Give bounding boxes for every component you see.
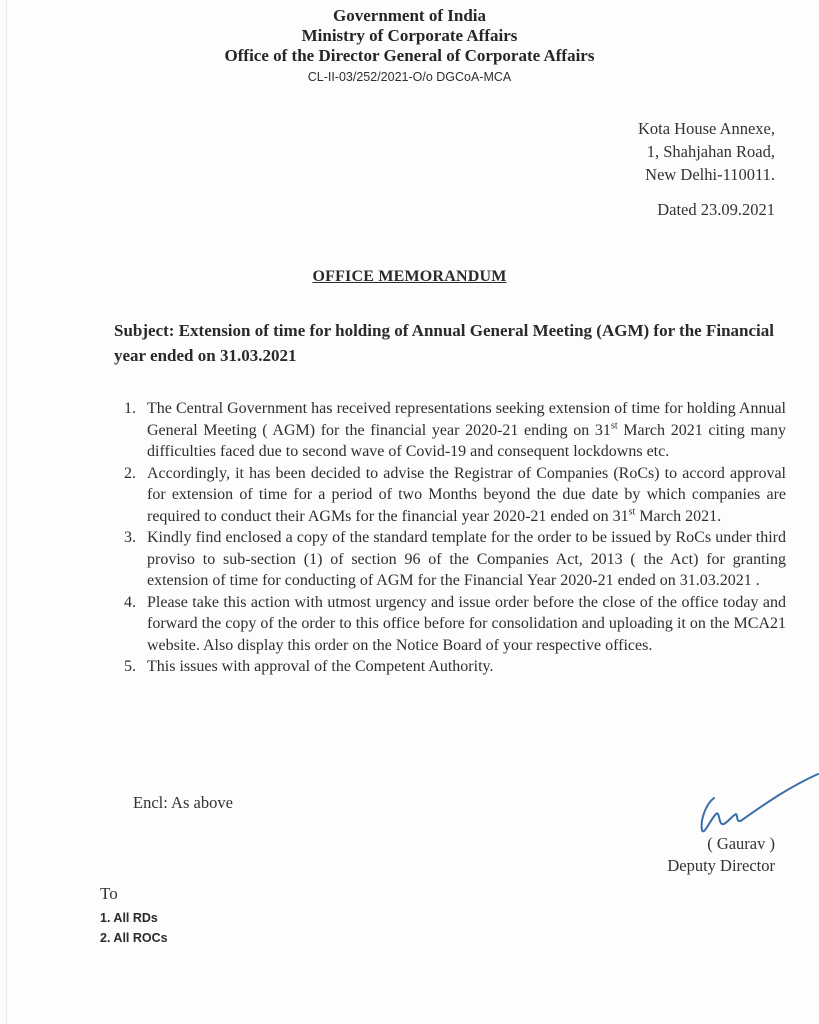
paragraph-text: Accordingly, it has been decided to advise the Registrar of Companies (RoCs) to accord approval for extension of time for a period of two Months beyond the due date by which companies are required to conduct their AGMs for the financial year 2020-21 ended on 31	[147, 464, 786, 525]
address-line: 1, Shahjahan Road,	[646, 142, 775, 161]
reference-number: CL-II-03/252/2021-O/o DGCoA-MCA	[307, 70, 512, 84]
enclosure-note: Encl: As above	[133, 793, 233, 812]
letterhead-government: Government of India	[333, 6, 486, 25]
signature-icon	[692, 770, 819, 840]
paragraph-text: This issues with approval of the Competent Authority.	[147, 658, 494, 675]
ordinal-suffix: st	[610, 420, 618, 432]
document-date: Dated 23.09.2021	[657, 200, 775, 219]
paragraph-text: March 2021 citing many difficulties faced due to second wave of Covid-19 and consequent lockdowns etc.	[147, 421, 787, 460]
paragraph-item	[114, 463, 786, 528]
letterhead-ministry: Ministry of Corporate Affairs	[301, 26, 518, 45]
paragraph-text: Please take this action with utmost urgency and issue order before the close of the office today and forward the copy of the order to this office before for consolidation and uploading it on the MCA21 website. Also display this order on the Notice Board of your respective offices.	[147, 593, 786, 654]
office-address	[638, 117, 775, 186]
letterhead-office: Office of the Director General of Corporate Affairs	[224, 46, 595, 65]
paragraph-number: 5.	[124, 658, 136, 675]
recipient-item: 1. All RDs	[100, 911, 158, 925]
ordinal-suffix: st	[628, 506, 636, 518]
to-label: To	[100, 884, 118, 903]
paragraph-item	[114, 656, 786, 678]
paragraph-number: 3.	[124, 529, 136, 546]
signatory-name: ( Gaurav )	[707, 834, 775, 853]
signatory-designation: Deputy Director	[667, 856, 775, 875]
paragraph-text: The Central Government has received representations seeking extension of time for holding Annual General Meeting ( AGM) for the financial year 2020-21 ending on 31	[147, 400, 786, 439]
paragraph-text: March 2021.	[635, 507, 722, 525]
memo-subject: Subject: Extension of time for holding of Annual General Meeting (AGM) for the Financial year ended on 31.03.2021	[114, 321, 774, 365]
recipient-list	[100, 908, 168, 948]
recipient-item: 2. All ROCs	[100, 931, 168, 945]
paragraph-item	[114, 527, 786, 592]
memo-title: OFFICE MEMORANDUM	[312, 268, 507, 285]
letterhead	[0, 6, 819, 86]
paragraph-item	[114, 398, 786, 463]
paragraph-text: Kindly find enclosed a copy of the standard template for the order to be issued by RoCs under third proviso to sub-section (1) of section 96 of the Companies Act, 2013 ( the Act) for granting extension of time for conducting of AGM for the Financial Year 2020-21 ended on 31.03.2021 .	[147, 529, 786, 589]
paragraph-number: 1.	[124, 400, 136, 417]
address-line: Kota House Annexe,	[637, 119, 775, 138]
memo-paragraphs	[114, 398, 786, 678]
paragraph-item	[114, 592, 786, 657]
signatory-block	[667, 833, 775, 877]
paragraph-number: 4.	[124, 593, 136, 611]
paragraph-number: 2.	[124, 464, 136, 482]
address-line: New Delhi-110011.	[645, 165, 775, 184]
